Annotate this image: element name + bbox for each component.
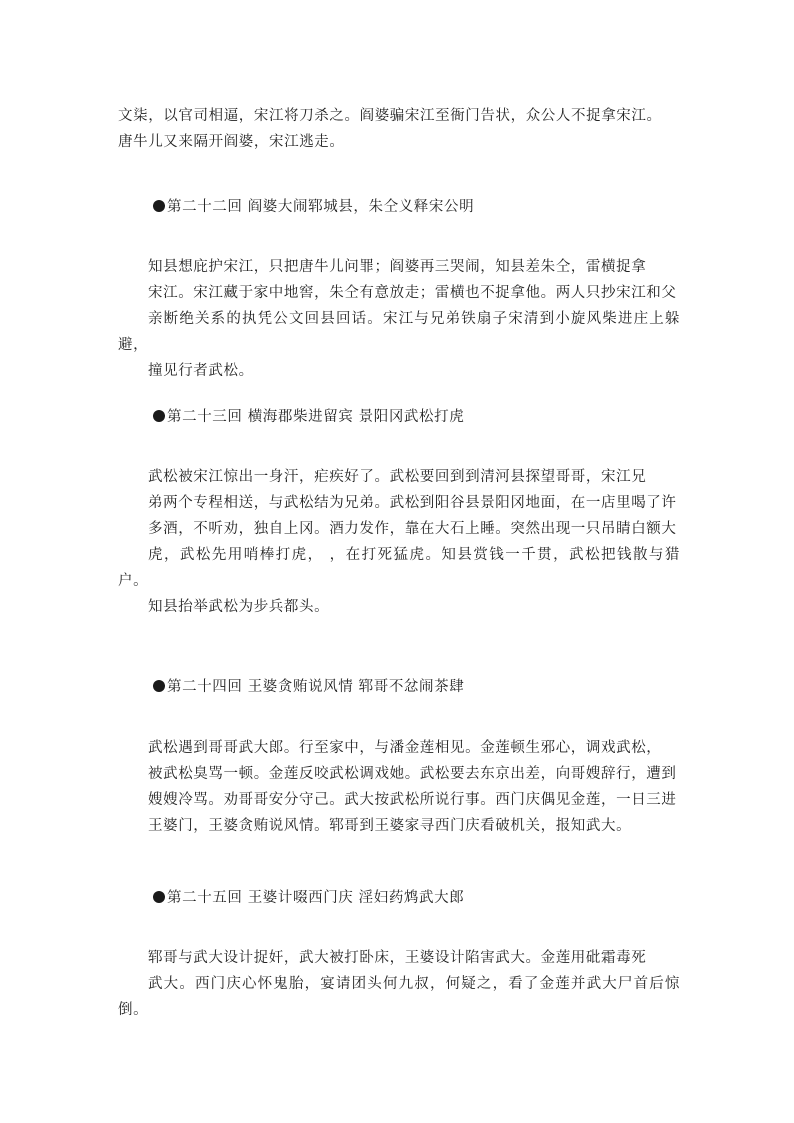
paragraph-line: 王婆门，王婆贪贿说风情。郓哥到王婆家寻西门庆看破机关，报知武大。 xyxy=(148,818,632,834)
bullet-icon xyxy=(153,891,165,903)
chapter-title: 第二十五回 王婆计啜西门庆 淫妇药鸩武大郎 xyxy=(167,890,465,906)
chapter-heading-25 xyxy=(153,887,464,909)
paragraph-line: 亲断绝关系的执凭公文回县回话。宋江与兄弟铁扇子宋清到小旋风柴进庄上躲避， xyxy=(118,311,680,353)
bullet-icon xyxy=(153,410,165,422)
chapter-heading-23 xyxy=(153,406,464,428)
chapter-heading-22 xyxy=(153,196,474,218)
paragraph-line: 知县抬举武松为步兵都头。 xyxy=(148,599,330,615)
paragraph-line: 多酒，不听劝，独自上冈。酒力发作，靠在大石上睡。突然出现一只吊睛白额大 xyxy=(148,521,677,537)
bullet-icon xyxy=(153,680,165,692)
paragraph-chapter-25 xyxy=(118,945,680,1023)
chapter-heading-24 xyxy=(153,676,464,698)
bullet-icon xyxy=(153,200,165,212)
paragraph-line: 郓哥与武大设计捉奸，武大被打卧床，王婆设计陷害武大。金莲用砒霜毒死 xyxy=(148,950,647,966)
paragraph-chapter-24 xyxy=(118,735,680,839)
paragraph-continuation xyxy=(118,103,680,155)
paragraph-line: 嫂嫂冷骂。劝哥哥安分守己。武大按武松所说行事。西门庆偶见金莲，一日三进 xyxy=(148,792,677,808)
chapter-title: 第二十二回 阎婆大闹郓城县，朱仝义释宋公明 xyxy=(167,199,475,215)
paragraph-line: 宋江。宋江藏于家中地窖，朱仝有意放走；雷横也不捉拿他。两人只抄宋江和父 xyxy=(148,285,677,301)
paragraph-line: 武松遇到哥哥武大郎。行至家中，与潘金莲相见。金莲顿生邪心，调戏武松， xyxy=(148,740,662,756)
paragraph-line: 被武松臭骂一顿。金莲反咬武松调戏她。武松要去东京出差，向哥嫂辞行，遭到 xyxy=(148,766,677,782)
paragraph-line: 武松被宋江惊出一身汗，疟疾好了。武松要回到到清河县探望哥哥，宋江兄 xyxy=(148,469,647,485)
paragraph-line: 文柒，以官司相逼，宋江将刀杀之。阎婆骗宋江至衙门告状，众公人不捉拿宋江。 xyxy=(118,108,662,124)
chapter-title: 第二十四回 王婆贪贿说风情 郓哥不忿闹茶肆 xyxy=(167,679,465,695)
paragraph-line: 武大。西门庆心怀鬼胎，宴请团头何九叔，何疑之，看了金莲并武大尸首后惊倒。 xyxy=(118,976,680,1018)
paragraph-line: 虎，武松先用哨棒打虎， ，在打死猛虎。知县赏钱一千贯，武松把钱散与猎户。 xyxy=(118,547,680,589)
paragraph-line: 唐牛儿又来隔开阎婆，宋江逃走。 xyxy=(118,134,345,150)
paragraph-line: 弟两个专程相送，与武松结为兄弟。武松到阳谷县景阳冈地面，在一店里喝了许 xyxy=(148,495,677,511)
paragraph-chapter-23 xyxy=(118,464,680,620)
chapter-title: 第二十三回 横海郡柴进留宾 景阳冈武松打虎 xyxy=(167,409,465,425)
paragraph-line: 知县想庇护宋江，只把唐牛儿问罪；阎婆再三哭闹，知县差朱仝，雷横捉拿 xyxy=(148,259,647,275)
paragraph-chapter-22 xyxy=(118,254,680,384)
paragraph-line: 撞见行者武松。 xyxy=(148,363,254,379)
